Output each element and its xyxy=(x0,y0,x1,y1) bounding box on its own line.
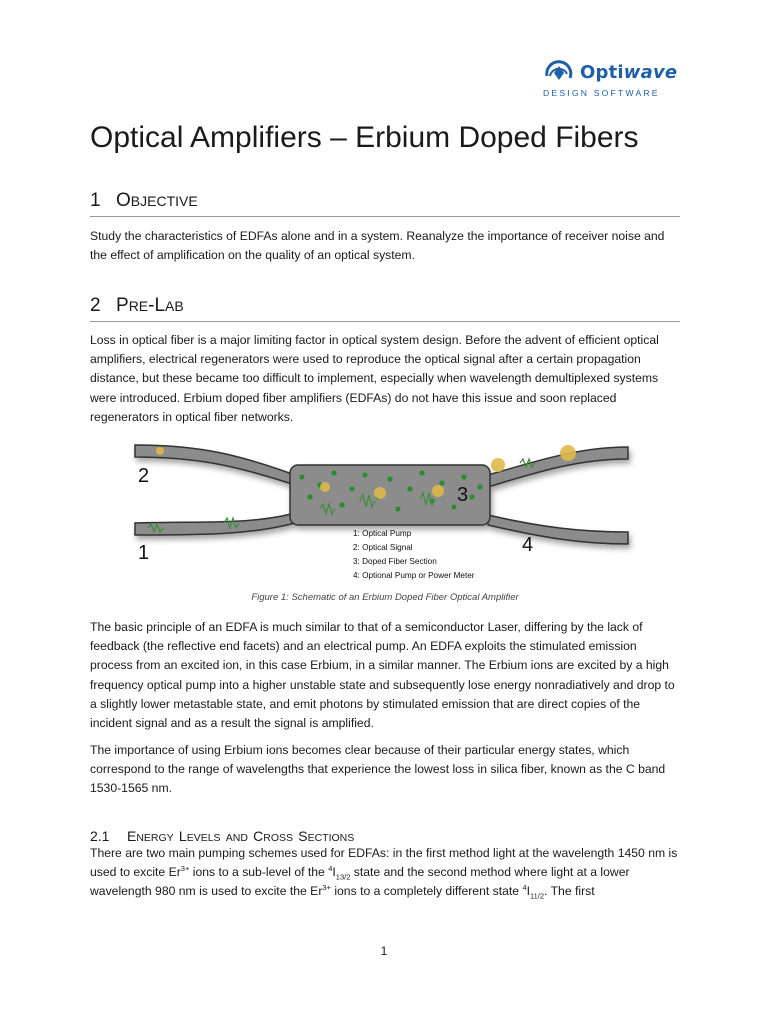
section-number: 2 xyxy=(90,295,101,316)
document-title: Optical Amplifiers – Erbium Doped Fibers xyxy=(90,121,639,154)
principle-paragraph: The basic principle of an EDFA is much similar to that of a semiconductor Laser, differing by the lack of feedback (the reflective end facets) and an electrical pump. An EDFA exploits the stimulated emission process from an excited ion, in this case Erbium, in a similar manner. The Erbium ions are excited by a high frequency optical pump into a higher unstable state and subsequently lose energy nonradiatively and drop to a slightly lower metastable state, and emit photons by stimulated emission that are direct copies of the incident signal and as a result the signal is amplified. xyxy=(90,620,675,731)
fiber-lower-left xyxy=(135,513,295,535)
port-label-3: 3 xyxy=(457,484,469,506)
section-2-heading: 2 PRE-LAB xyxy=(90,295,680,322)
logo-name: Optiwave xyxy=(580,62,678,83)
figure-caption: Figure 1: Schematic of an Erbium Doped Fiber Optical Amplifier xyxy=(251,592,519,603)
importance-paragraph: The importance of using Erbium ions becomes clear because of their particular energy states, which correspond to the range of wavelengths that experience the lowest loss in silica fiber, known as the C band 1530-1565 nm. xyxy=(90,743,666,796)
edfa-schematic-figure xyxy=(120,435,640,585)
legend-item-4: 4: Optional Pump or Power Meter xyxy=(353,571,475,580)
port-label-2: 2 xyxy=(138,465,150,487)
page-number: 1 xyxy=(380,944,388,958)
objective-paragraph: Study the characteristics of EDFAs alone and in a system. Reanalyze the importance of receiver noise and the effect of amplification on the quality of an optical system. xyxy=(90,229,665,263)
section-2-1-heading: 2.1 ENERGY LEVELS AND CROSS SECTIONS xyxy=(90,828,355,844)
optiwave-logo xyxy=(540,50,678,100)
fiber-upper-right xyxy=(488,447,628,487)
energy-levels-paragraph: There are two main pumping schemes used for EDFAs: in the first method light at the wavelength 1450 nm is used to excite $Er^{3+}$ ions to a sub-level of the $^4I_{13/2}$ state and the second method where light at a lower wavelength 980 nm is used to excite the $Er^{3+}$ ions to a completely different state $^4I_{11/2}$. The first xyxy=(90,846,678,901)
edfa-schematic-diagram xyxy=(120,435,640,585)
legend-item-1: 1: Optical Pump xyxy=(353,529,412,538)
port-label-4: 4 xyxy=(522,534,534,556)
section-1-heading: 1 OBJECTIVE xyxy=(90,190,680,217)
legend-item-2: 2: Optical Signal xyxy=(353,543,413,552)
port-label-1: 1 xyxy=(138,542,150,564)
fiber-lower-right xyxy=(488,515,628,544)
optiwave-logo-icon xyxy=(542,56,576,90)
legend-item-3: 3: Doped Fiber Section xyxy=(353,557,437,566)
logo-tagline: DESIGN SOFTWARE xyxy=(543,88,660,98)
prelab-paragraph: Loss in optical fiber is a major limiting factor in optical system design. Before the advent of efficient optical amplifiers, electrical regenerators were used to reproduce the optical signal after a certain propagation distance, but these became too difficult to implement, especially when wavelength demultiplexed systems were introduced. Erbium doped fiber amplifiers (EDFAs) do not have this issue and soon replaced regenerators in optical fiber networks. xyxy=(90,333,659,424)
section-number: 1 xyxy=(90,190,101,211)
